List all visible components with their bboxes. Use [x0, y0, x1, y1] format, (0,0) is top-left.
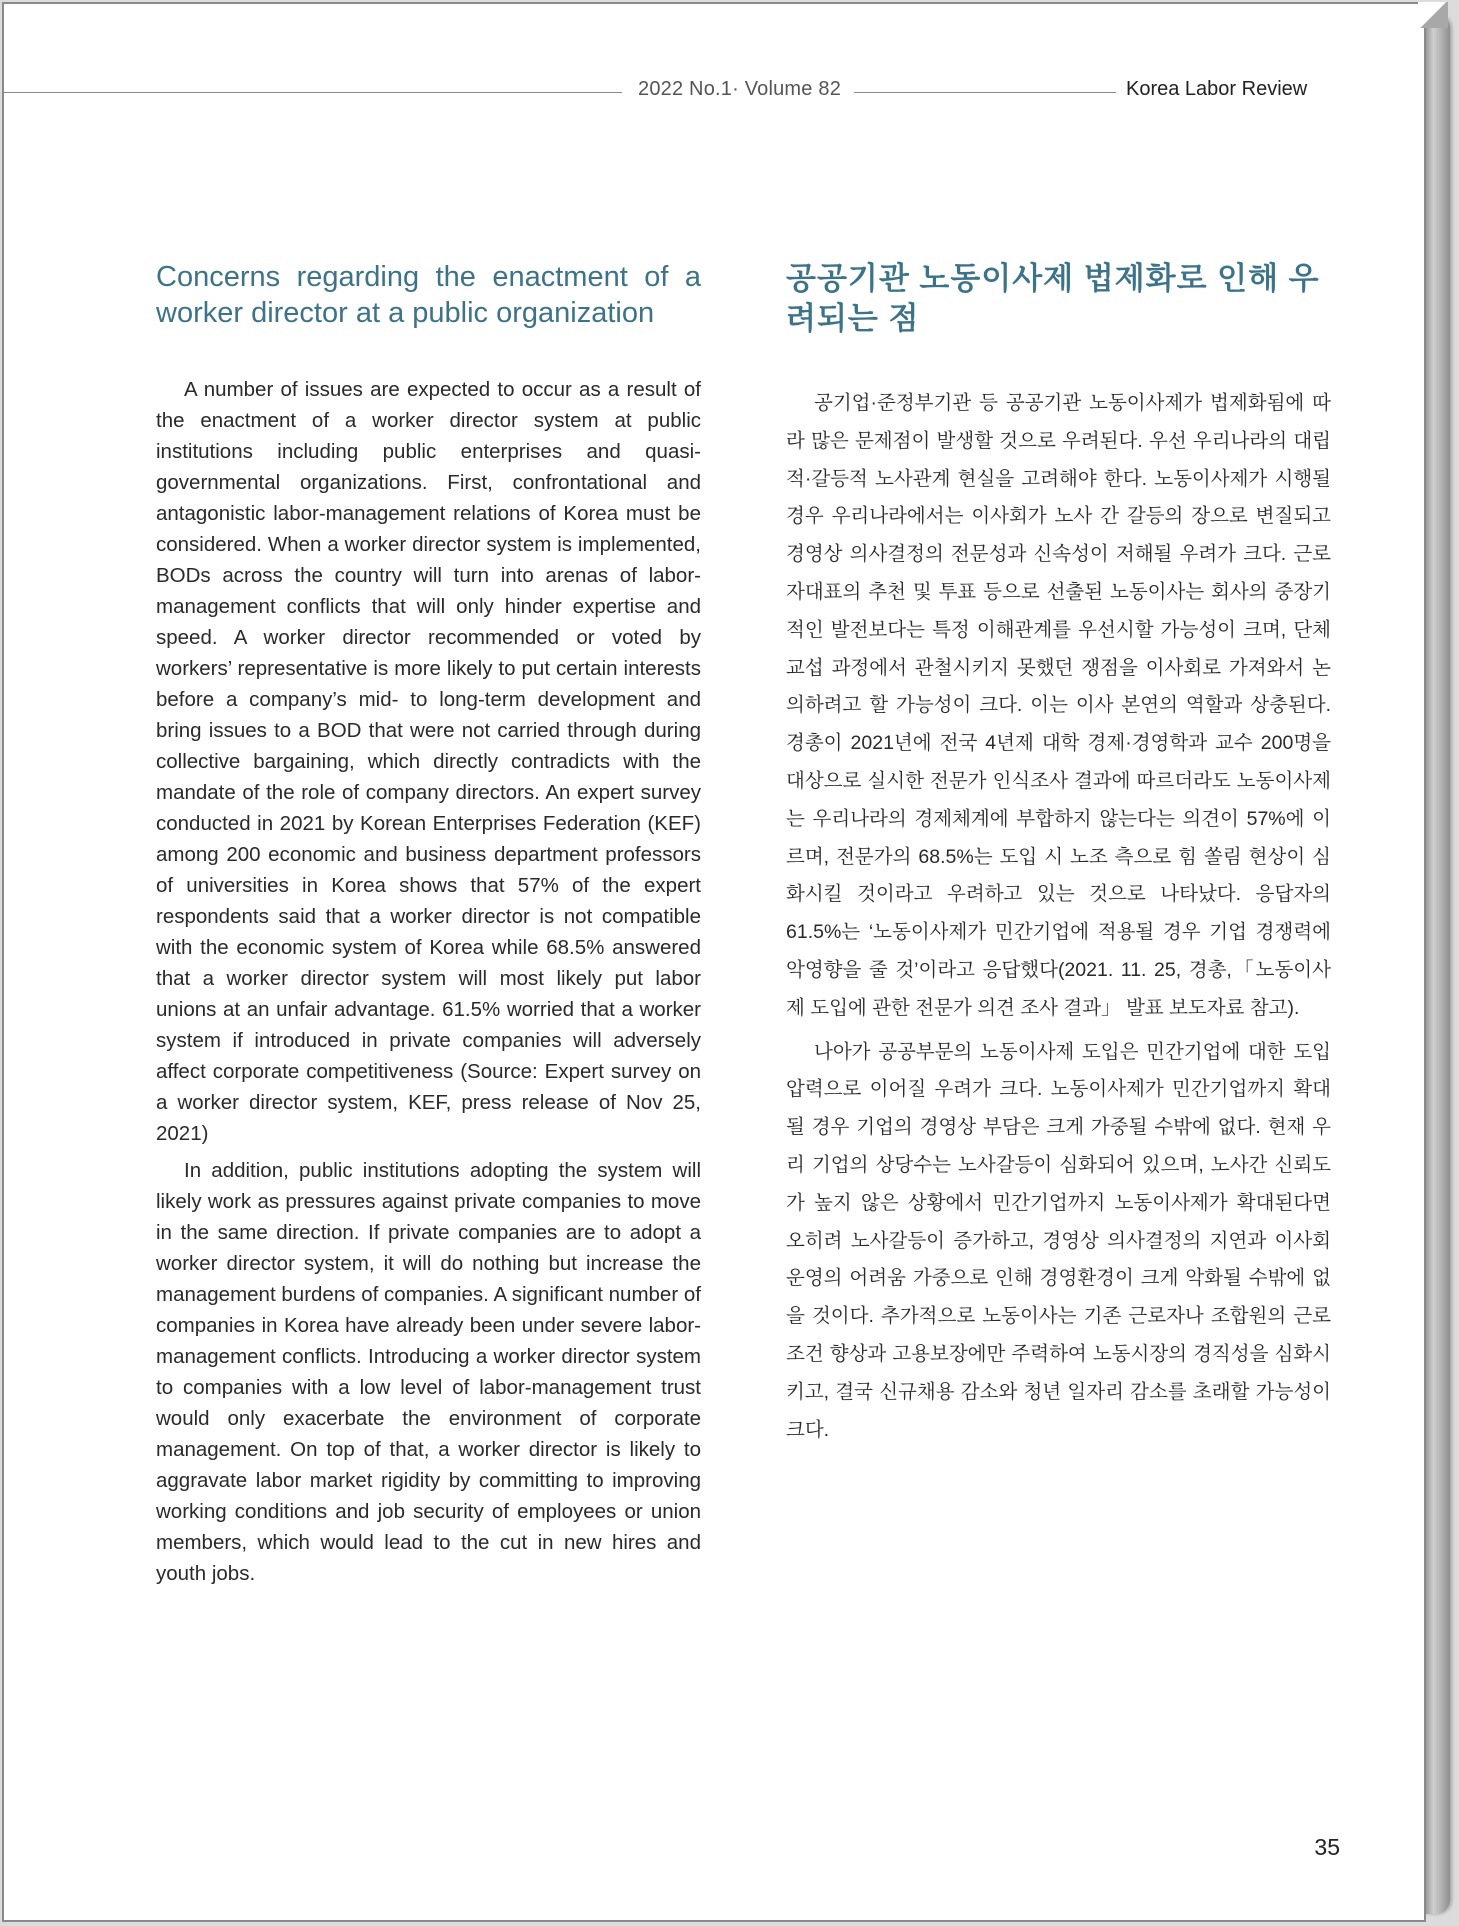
page-number: 35 — [1314, 1834, 1340, 1860]
running-header — [4, 78, 1428, 108]
korean-heading: 공공기관 노동이사제 법제화로 인해 우려되는 점 — [786, 261, 1320, 336]
header-rule-left — [4, 92, 622, 93]
korean-column — [786, 259, 1331, 1449]
issue-label: 2022 No.1· Volume 82 — [638, 78, 842, 100]
korean-paragraph-1: 공기업·준정부기관 등 공공기관 노동이사제가 법제화됨에 따라 많은 문제점이 발생할 것으로 우려된다. 우선 우리나라의 대립적·갈등적 노사관계 현실을 고려해야 한다. 노동이사제가 시행될 경우 우리나라에서는 이사회가 노사 간 갈등의 장으로 변질되고 경영상 의사결정의 전문성과 신속성이 저해될 우려가 크다. 근로자대표의 추천 및 투표 등으로 선출된 노동이사는 회사의 중장기적인 발전보다는 특정 이해관계를 우선시할 가능성이 크며, 단체교섭 과정에서 관철시키지 못했던 쟁점을 이사회로 가져와서 논의하려고 할 가능성이 크다. 이는 이사 본연의 역할과 상충된다. 경총이 2021년에 전국 4년제 대학 경제·경영학과 교수 200명을 대상으로 실시한 전문가 인식조사 결과에 따르더라도 노동이사제는 우리나라의 경제체계에 부합하지 않는다는 의견이 57%에 이르며, 전문가의 68.5%는 도입 시 노조 측으로 힘 쏠림 현상이 심화시킬 것이라고 우려하고 있는 것으로 나타났다. 응답자의 61.5%는 ‘노동이사제가 민간기업에 적용될 경우 기업 경쟁력에 악영향을 줄 것’이라고 응답했다(2021. 11. 25, 경총,「노동이사제 도입에 관한 전문가 의견 조사 결과」 발표 보도자료 참고). — [786, 392, 1331, 1019]
journal-title: Korea Labor Review — [1126, 78, 1308, 100]
english-heading: Concerns regarding the enactment of a worker director at a public organization — [156, 261, 701, 329]
english-paragraph-2: In addition, public institutions adopting the system will likely work as pressures against private companies to move in the same direction. If private companies are to adopt a worker director system, it will do nothing but increase the management burdens of companies. A significant number of companies in Korea have already been under severe labor-management conflicts. Introducing a worker director system to companies with a low level of labor-management trust would only exacerbate the environment of corporate management. On top of that, a worker director is likely to aggravate labor market rigidity by committing to improving working conditions and job security of employees or union members, which would lead to the cut in new hires and youth jobs. — [156, 1159, 701, 1585]
page-corner — [1418, 2, 1448, 28]
document-page — [2, 2, 1426, 1922]
english-paragraph-1: A number of issues are expected to occur as a result of the enactment of a worker director system at public institutions including public enterprises and quasi-governmental organizations. First, confrontational and antagonistic labor-management relations of Korea must be considered. When a worker director system is implemented, BODs across the country will turn into arenas of labor-management conflicts that will only hinder expertise and speed. A worker director recommended or voted by workers’ representative is more likely to put certain interests before a company’s mid- to long-term development and bring issues to a BOD that were not carried through during collective bargaining, which directly contradicts with the mandate of the role of company directors. An expert survey conducted in 2021 by Korean Enterprises Federation (KEF) among 200 economic and business department professors of universities in Korea shows that 57% of the expert respondents said that a worker director is not compatible with the economic system of Korea while 68.5% answered that a worker director system will most likely put labor unions at an unfair advantage. 61.5% worried that a worker system if introduced in private companies will adversely affect corporate competitiveness (Source: Expert survey on a worker director system, KEF, press release of Nov 25, 2021) — [156, 378, 701, 1145]
page-edge — [1426, 14, 1450, 1914]
korean-paragraph-2: 나아가 공공부문의 노동이사제 도입은 민간기업에 대한 도입 압력으로 이어질 우려가 크다. 노동이사제가 민간기업까지 확대될 경우 기업의 경영상 부담은 크게 가중될 수밖에 없다. 현재 우리 기업의 상당수는 노사갈등이 심화되어 있으며, 노사간 신뢰도가 높지 않은 상황에서 민간기업까지 노동이사제가 확대된다면 오히려 노사갈등이 증가하고, 경영상 의사결정의 지연과 이사회 운영의 어려움 가중으로 인해 경영환경이 크게 악화될 수밖에 없을 것이다. 추가적으로 노동이사는 기존 근로자나 조합원의 근로조건 향상과 고용보장에만 주력하여 노동시장의 경직성을 심화시키고, 결국 신규채용 감소와 청년 일자리 감소를 초래할 가능성이 크다. — [786, 1040, 1331, 1441]
header-rule-right — [854, 92, 1116, 93]
english-column — [156, 259, 701, 1589]
